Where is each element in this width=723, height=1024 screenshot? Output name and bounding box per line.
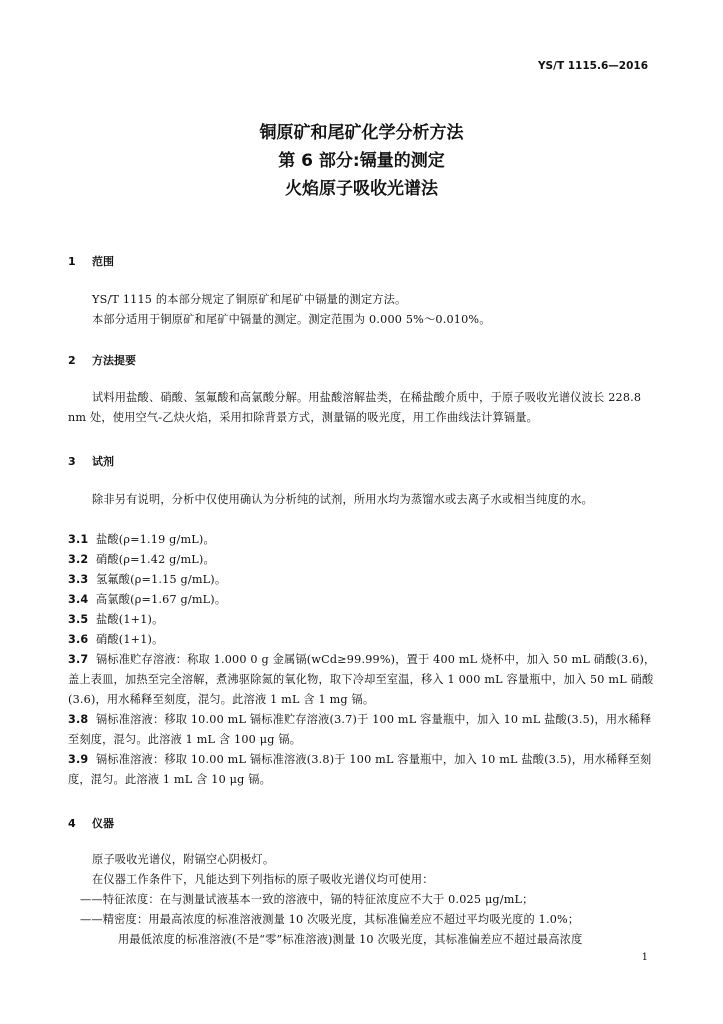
item-number: 3.1 xyxy=(68,533,89,546)
page-number: 1 xyxy=(641,952,648,963)
item-text: 镉标准溶液：移取 10.00 mL 镉标准贮存溶液(3.7)于 100 mL 容量瓶中，加入 10 mL 盐酸(3.5)，用水稀释至刻度，混匀。此溶液 1 mL 含 100 μg 镉。 xyxy=(68,713,652,746)
section-3-heading xyxy=(68,453,114,469)
section-number: 1 xyxy=(68,255,76,268)
item-number: 3.2 xyxy=(68,553,89,566)
spec-precision: ——精密度：用最高浓度的标准溶液测量 10 次吸光度，其标准偏差应不超过平均吸光度的 1.0%； xyxy=(80,913,580,926)
section-1-paragraph-1: YS/T 1115 的本部分规定了铜原矿和尾矿中镉量的测定方法。 xyxy=(92,293,407,306)
section-1-paragraph-2: 本部分适用于铜原矿和尾矿中镉量的测定。测定范围为 0.000 5%～0.010%。 xyxy=(92,313,491,326)
section-1-heading xyxy=(68,253,114,269)
section-title: 试剂 xyxy=(92,455,114,468)
item-number: 3.3 xyxy=(68,573,89,586)
item-number: 3.9 xyxy=(68,753,89,766)
item-text: 盐酸(ρ=1.19 g/mL)。 xyxy=(96,533,215,546)
reagent-item xyxy=(68,590,658,610)
reagent-item xyxy=(68,650,658,710)
item-text: 镉标准溶液：移取 10.00 mL 镉标准溶液(3.8)于 100 mL 容量瓶中，加入 10 mL 盐酸(3.5)，用水稀释至刻度，混匀。此溶液 1 mL 含 10 μg 镉。 xyxy=(68,753,652,786)
reagent-item xyxy=(68,750,658,790)
item-number: 3.6 xyxy=(68,633,89,646)
title-line-1: 铜原矿和尾矿化学分析方法 xyxy=(259,123,464,143)
item-number: 3.8 xyxy=(68,713,89,726)
item-text: 高氯酸(ρ=1.67 g/mL)。 xyxy=(96,593,227,606)
section-2-heading xyxy=(68,352,136,368)
title-line-3: 火焰原子吸收光谱法 xyxy=(285,179,438,199)
spec-precision-continued: 用最低浓度的标准溶液(不是“零”标准溶液)测量 10 次吸光度，其标准偏差应不超过最高浓度 xyxy=(118,933,583,946)
item-number: 3.4 xyxy=(68,593,89,606)
section-number: 2 xyxy=(68,354,76,367)
item-text: 硝酸(ρ=1.42 g/mL)。 xyxy=(96,553,215,566)
reagent-item xyxy=(68,570,658,590)
item-text: 盐酸(1+1)。 xyxy=(96,613,164,626)
section-4-paragraph-1: 原子吸收光谱仪，附镉空心阴极灯。 xyxy=(92,853,275,866)
spec-characteristic-concentration: ——特征浓度：在与测量试液基本一致的溶液中，镉的特征浓度应不大于 0.025 μg/mL； xyxy=(80,893,534,906)
reagent-item xyxy=(68,610,658,630)
item-number: 3.7 xyxy=(68,653,89,666)
section-number: 3 xyxy=(68,455,76,468)
section-2-paragraph: 试料用盐酸、硝酸、氢氟酸和高氯酸分解。用盐酸溶解盐类，在稀盐酸介质中，于原子吸收光谱仪波长 228.8 nm 处，使用空气-乙炔火焰，采用扣除背景方式，测量镉的吸光度，用工作曲线法计算镉量。 xyxy=(68,391,642,424)
item-text: 硝酸(1+1)。 xyxy=(96,633,164,646)
section-title: 范围 xyxy=(92,255,114,268)
reagent-item xyxy=(68,550,658,570)
reagent-item xyxy=(68,530,658,550)
item-number: 3.5 xyxy=(68,613,89,626)
standard-code: YS/T 1115.6—2016 xyxy=(537,60,648,72)
section-title: 方法提要 xyxy=(92,354,136,367)
item-text: 氢氟酸(ρ=1.15 g/mL)。 xyxy=(96,573,227,586)
reagent-item xyxy=(68,630,658,650)
section-3-intro: 除非另有说明，分析中仅使用确认为分析纯的试剂，所用水均为蒸馏水或去离子水或相当纯度的水。 xyxy=(92,493,594,506)
section-4-heading xyxy=(68,815,114,831)
section-title: 仪器 xyxy=(92,817,114,830)
section-number: 4 xyxy=(68,817,76,830)
item-text: 镉标准贮存溶液：称取 1.000 0 g 金属镉(wCd≥99.99%)，置于 400 mL 烧杯中，加入 50 mL 硝酸(3.6)，盖上表皿，加热至完全溶解，煮沸驱除氮的氧化物，取下冷却至室温，移入 1 000 mL 容量瓶中，加入 50 mL 硝酸(3.6)，用水稀释至刻度，混匀。此溶液 1 mL 含 1 mg 镉。 xyxy=(68,653,656,706)
reagent-item xyxy=(68,710,658,750)
title-line-2: 第 6 部分:镉量的测定 xyxy=(278,151,445,171)
section-4-paragraph-2: 在仪器工作条件下，凡能达到下列指标的原子吸收光谱仪均可使用： xyxy=(92,873,434,886)
